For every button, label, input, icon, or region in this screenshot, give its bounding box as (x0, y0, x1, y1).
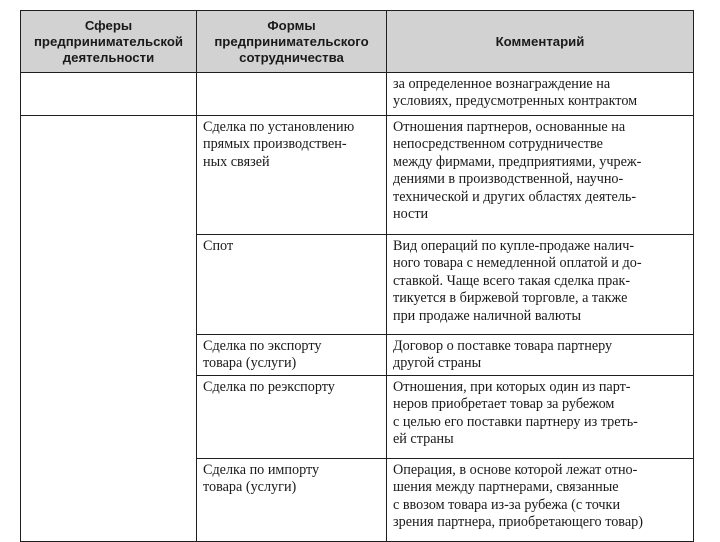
header-comment: Комментарий (387, 11, 694, 73)
comment-line: ей страны (393, 431, 454, 448)
header-sphere-line: Сферы (84, 17, 133, 33)
form-line: Сделка по установлению (203, 119, 355, 135)
comment-cell (387, 73, 694, 116)
sphere-cell (21, 73, 197, 116)
form-line: Сделка по реэкспорту (203, 379, 335, 395)
comment-line: шения между партнерами, связанные (393, 479, 619, 496)
header-forms-line: сотрудничества (239, 49, 344, 65)
header-sphere-line: предпринимательской (33, 33, 184, 49)
form-line: ных связей (203, 153, 270, 170)
comment-line: при продаже наличной валюты (393, 307, 581, 324)
form-cell (197, 116, 387, 235)
comment-line: ности (393, 206, 429, 223)
comment-line: условиях, предусмотренных контрактом (393, 93, 638, 110)
comment-line: Отношения партнеров, основанные на (393, 119, 626, 135)
comment-line: зрения партнера, приобретающего товар) (393, 514, 643, 531)
form-line: товара (услуги) (203, 479, 297, 496)
comment-line: с целью его поставки партнеру из треть- (393, 413, 638, 430)
form-cell (197, 73, 387, 116)
form-line: Сделка по экспорту (203, 338, 322, 354)
sphere-cell-merged (21, 116, 197, 542)
comment-line: тикуется в биржевой торговле, а также (393, 290, 628, 307)
comment-line: Вид операций по купле-продаже налич- (393, 238, 635, 254)
comment-cell (387, 335, 694, 376)
header-forms (197, 11, 387, 73)
form-cell (197, 376, 387, 459)
comment-line: неров приобретает товар за рубежом (393, 396, 615, 413)
comment-line: дениями в производственной, научно- (393, 171, 624, 188)
comment-line: непосредственном сотрудничестве (393, 136, 603, 153)
comment-cell (387, 376, 694, 459)
form-cell (197, 235, 387, 335)
comment-line: ного товара с немедленной оплатой и до- (393, 255, 642, 272)
header-forms-line: Формы (267, 17, 316, 33)
comment-line: с ввозом товара из-за рубежа (с точки (393, 496, 621, 513)
table-header-row (21, 11, 694, 73)
comment-line: между фирмами, предприятиями, учреж- (393, 153, 642, 170)
form-line: Сделка по импорту (203, 462, 320, 478)
comment-line: за определенное вознаграждение на (393, 76, 611, 92)
form-cell (197, 459, 387, 542)
form-line: прямых производствен- (203, 136, 347, 153)
comment-line: ставкой. Чаще всего такая сделка прак- (393, 272, 631, 289)
comment-line: Отношения, при которых один из парт- (393, 379, 631, 395)
form-cell (197, 335, 387, 376)
comment-line: технической и других областях деятель- (393, 188, 637, 205)
business-cooperation-table (20, 10, 694, 542)
comment-cell (387, 235, 694, 335)
comment-line: другой страны (393, 355, 482, 372)
header-sphere (21, 11, 197, 73)
header-forms-line: предпринимательского (214, 33, 369, 49)
comment-line: Договор о поставке товара партнеру (393, 338, 613, 354)
comment-line: Операция, в основе которой лежат отно- (393, 462, 638, 478)
table-row (21, 116, 694, 235)
table-row (21, 73, 694, 116)
form-line: товара (услуги) (203, 355, 297, 372)
form-line: Спот (203, 238, 234, 254)
comment-cell (387, 459, 694, 542)
comment-cell (387, 116, 694, 235)
header-sphere-line: деятельности (62, 49, 155, 65)
